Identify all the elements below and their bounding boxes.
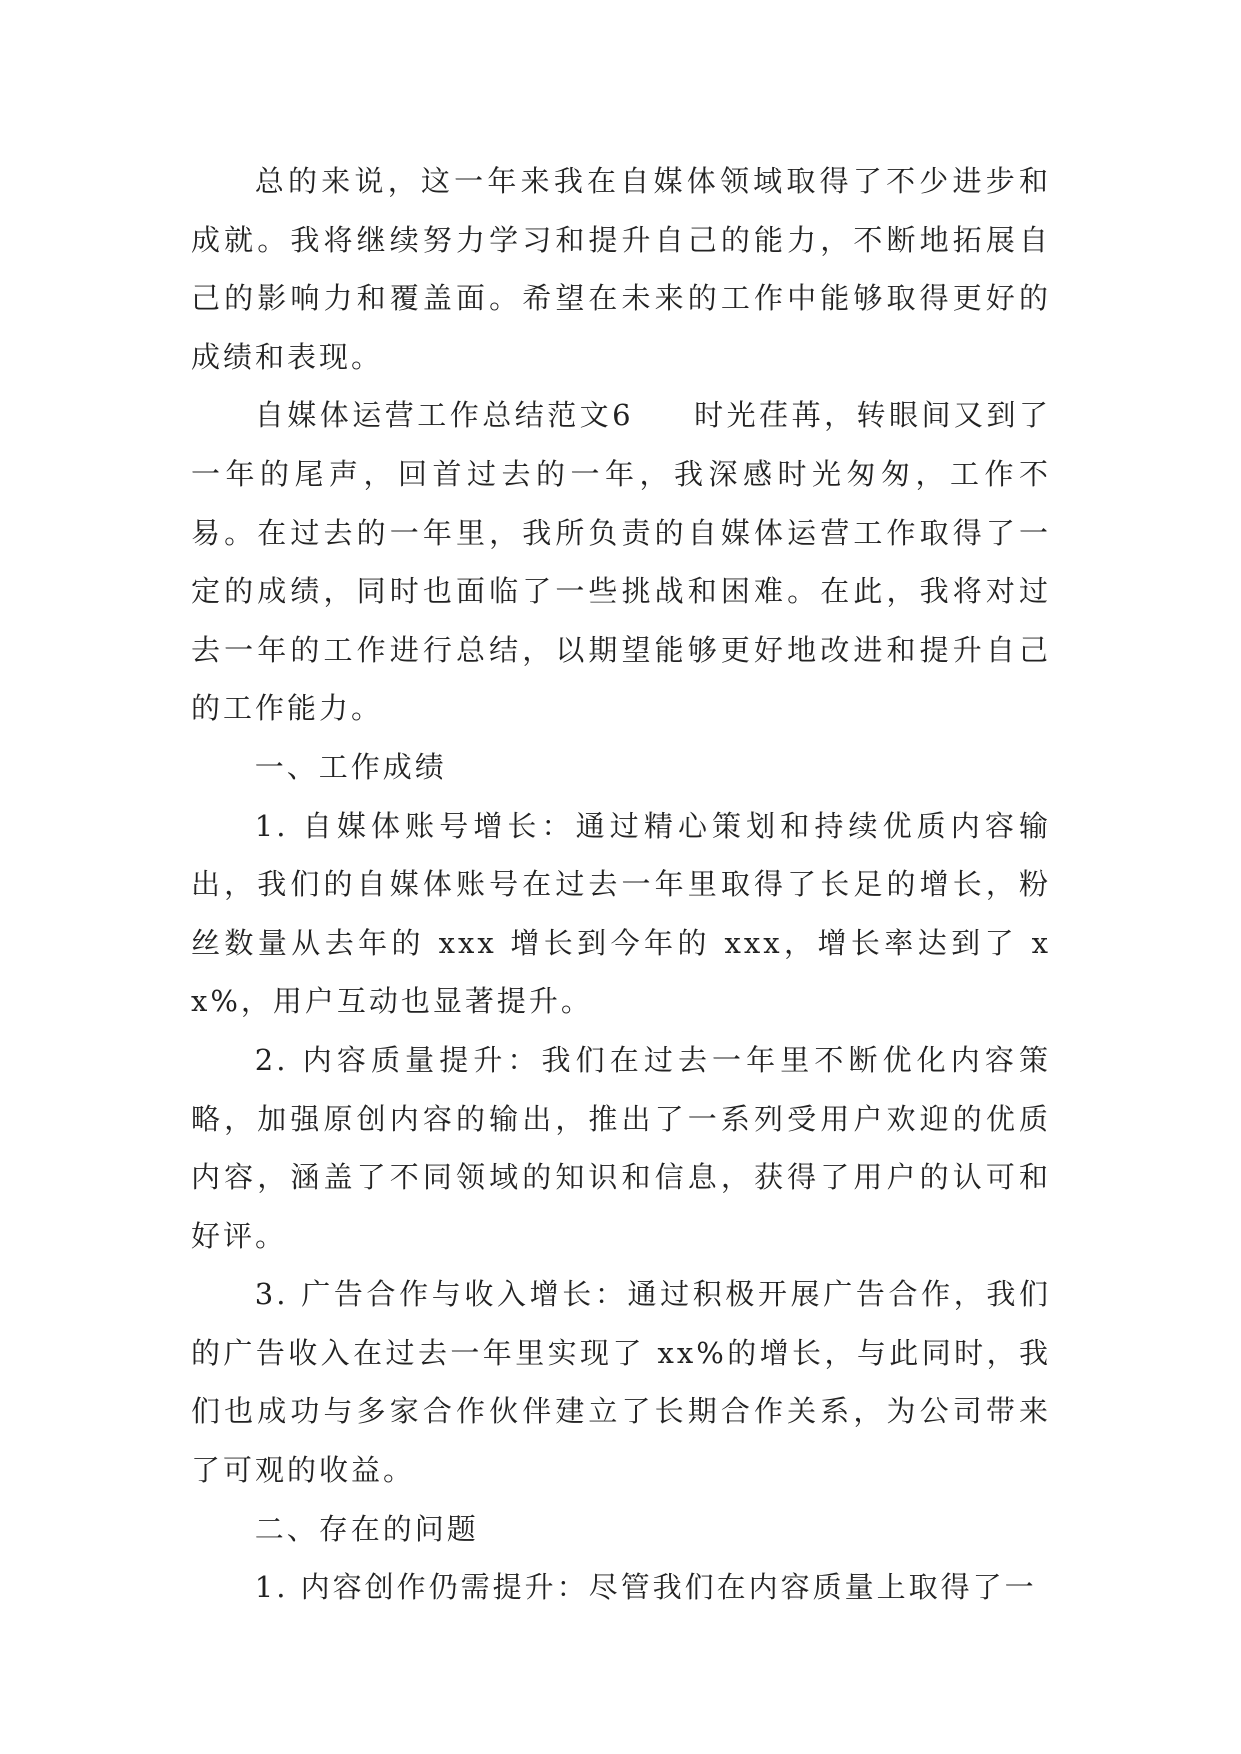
section-heading-problems: 二、存在的问题 bbox=[254, 1511, 479, 1546]
section-heading-achievements: 一、工作成绩 bbox=[254, 749, 447, 784]
paragraph-problem-1: 1. 内容创作仍需提升：尽管我们在内容质量上取得了一 bbox=[254, 1570, 1037, 1605]
paragraph-achievement-1: 1. 自媒体账号增长：通过精心策划和持续优质内容输出，我们的自媒体账号在过去一年里取得了长足的增长，粉丝数量从去年的 xxx 增长到今年的 xxx，增长率达到了 xx%，用户互动也显著提升。 bbox=[191, 808, 1051, 1019]
paragraph-achievement-2: 2. 内容质量提升：我们在过去一年里不断优化内容策略，加强原创内容的输出，推出了一系列受用户欢迎的优质内容，涵盖了不同领域的知识和信息，获得了用户的认可和好评。 bbox=[191, 1042, 1051, 1253]
paragraph-summary: 总的来说，这一年来我在自媒体领域取得了不少进步和成就。我将继续努力学习和提升自己的能力，不断地拓展自己的影响力和覆盖面。希望在未来的工作中能够取得更好的成绩和表现。 bbox=[191, 164, 1051, 374]
paragraph-achievement-3: 3. 广告合作与收入增长：通过积极开展广告合作，我们的广告收入在过去一年里实现了 xx%的增长，与此同时，我们也成功与多家合作伙伴建立了长期合作关系，为公司带来了可观的收益。 bbox=[191, 1277, 1051, 1488]
document-body bbox=[191, 152, 1051, 1617]
paragraph-sample-intro bbox=[191, 386, 1051, 738]
sample-intro-text: 时光荏苒，转眼间又到了一年的尾声，回首过去的一年，我深感时光匆匆，工作不易。在过去的一年里，我所负责的自媒体运营工作取得了一定的成绩，同时也面临了一些挑战和困难。在此，我将对过去一年的工作进行总结，以期望能够更好地改进和提升自己的工作能力。 bbox=[191, 398, 1051, 726]
sample-title: 自媒体运营工作总结范文6 bbox=[254, 398, 634, 433]
